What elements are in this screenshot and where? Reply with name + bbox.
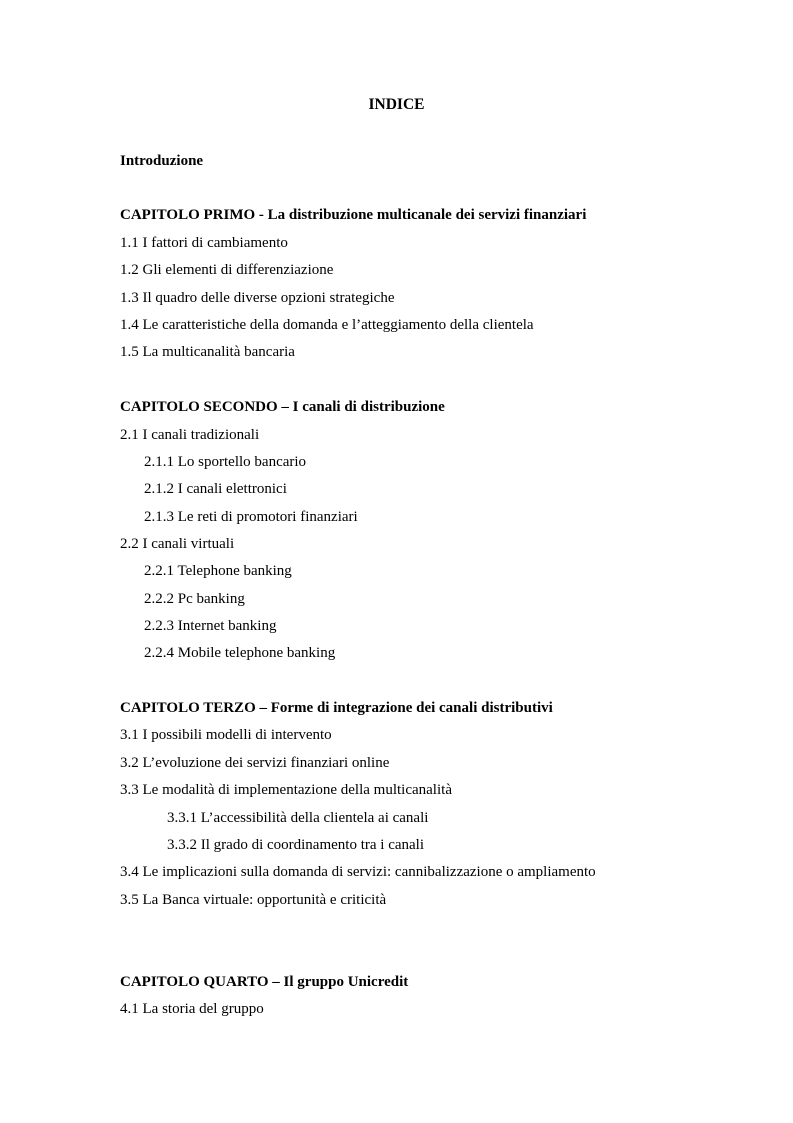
introduction-heading: Introduzione [120, 153, 204, 169]
toc-entry-1-3: 1.3 Il quadro delle diverse opzioni strategiche [120, 290, 395, 306]
chapter-1-heading: CAPITOLO PRIMO - La distribuzione multicanale dei servizi finanziari [120, 207, 587, 223]
toc-entry-2-1-2: 2.1.2 I canali elettronici [144, 481, 287, 497]
toc-entry-1-2: 1.2 Gli elementi di differenziazione [120, 262, 334, 278]
toc-entry-3-5: 3.5 La Banca virtuale: opportunità e criticità [120, 892, 387, 908]
chapter-3-heading: CAPITOLO TERZO – Forme di integrazione dei canali distributivi [120, 700, 553, 716]
toc-entry-4-1: 4.1 La storia del gruppo [120, 1001, 264, 1017]
toc-entry-2-2-3: 2.2.3 Internet banking [144, 618, 277, 634]
toc-entry-2-1: 2.1 I canali tradizionali [120, 427, 260, 443]
toc-entry-3-1: 3.1 I possibili modelli di intervento [120, 727, 332, 743]
chapter-4-heading: CAPITOLO QUARTO – Il gruppo Unicredit [120, 974, 409, 990]
toc-entry-3-3-2: 3.3.2 Il grado di coordinamento tra i canali [167, 837, 424, 853]
toc-entry-3-2: 3.2 L’evoluzione dei servizi finanziari online [120, 755, 390, 771]
page-title: INDICE [368, 96, 425, 113]
toc-entry-1-5: 1.5 La multicanalità bancaria [120, 344, 295, 360]
toc-entry-2-1-3: 2.1.3 Le reti di promotori finanziari [144, 509, 358, 525]
toc-entry-2-2-1: 2.2.1 Telephone banking [144, 563, 292, 579]
toc-entry-3-4: 3.4 Le implicazioni sulla domanda di servizi: cannibalizzazione o ampliamento [120, 864, 596, 880]
toc-entry-1-1: 1.1 I fattori di cambiamento [120, 235, 288, 251]
toc-entry-3-3-1: 3.3.1 L’accessibilità della clientela ai canali [167, 810, 429, 826]
toc-entry-2-2-2: 2.2.2 Pc banking [144, 591, 245, 607]
toc-entry-1-4: 1.4 Le caratteristiche della domanda e l’atteggiamento della clientela [120, 317, 534, 333]
toc-entry-2-2-4: 2.2.4 Mobile telephone banking [144, 645, 336, 661]
toc-entry-2-1-1: 2.1.1 Lo sportello bancario [144, 454, 307, 470]
toc-entry-2-2: 2.2 I canali virtuali [120, 536, 235, 552]
toc-entry-3-3: 3.3 Le modalità di implementazione della multicanalità [120, 782, 452, 798]
chapter-2-heading: CAPITOLO SECONDO – I canali di distribuzione [120, 399, 445, 415]
